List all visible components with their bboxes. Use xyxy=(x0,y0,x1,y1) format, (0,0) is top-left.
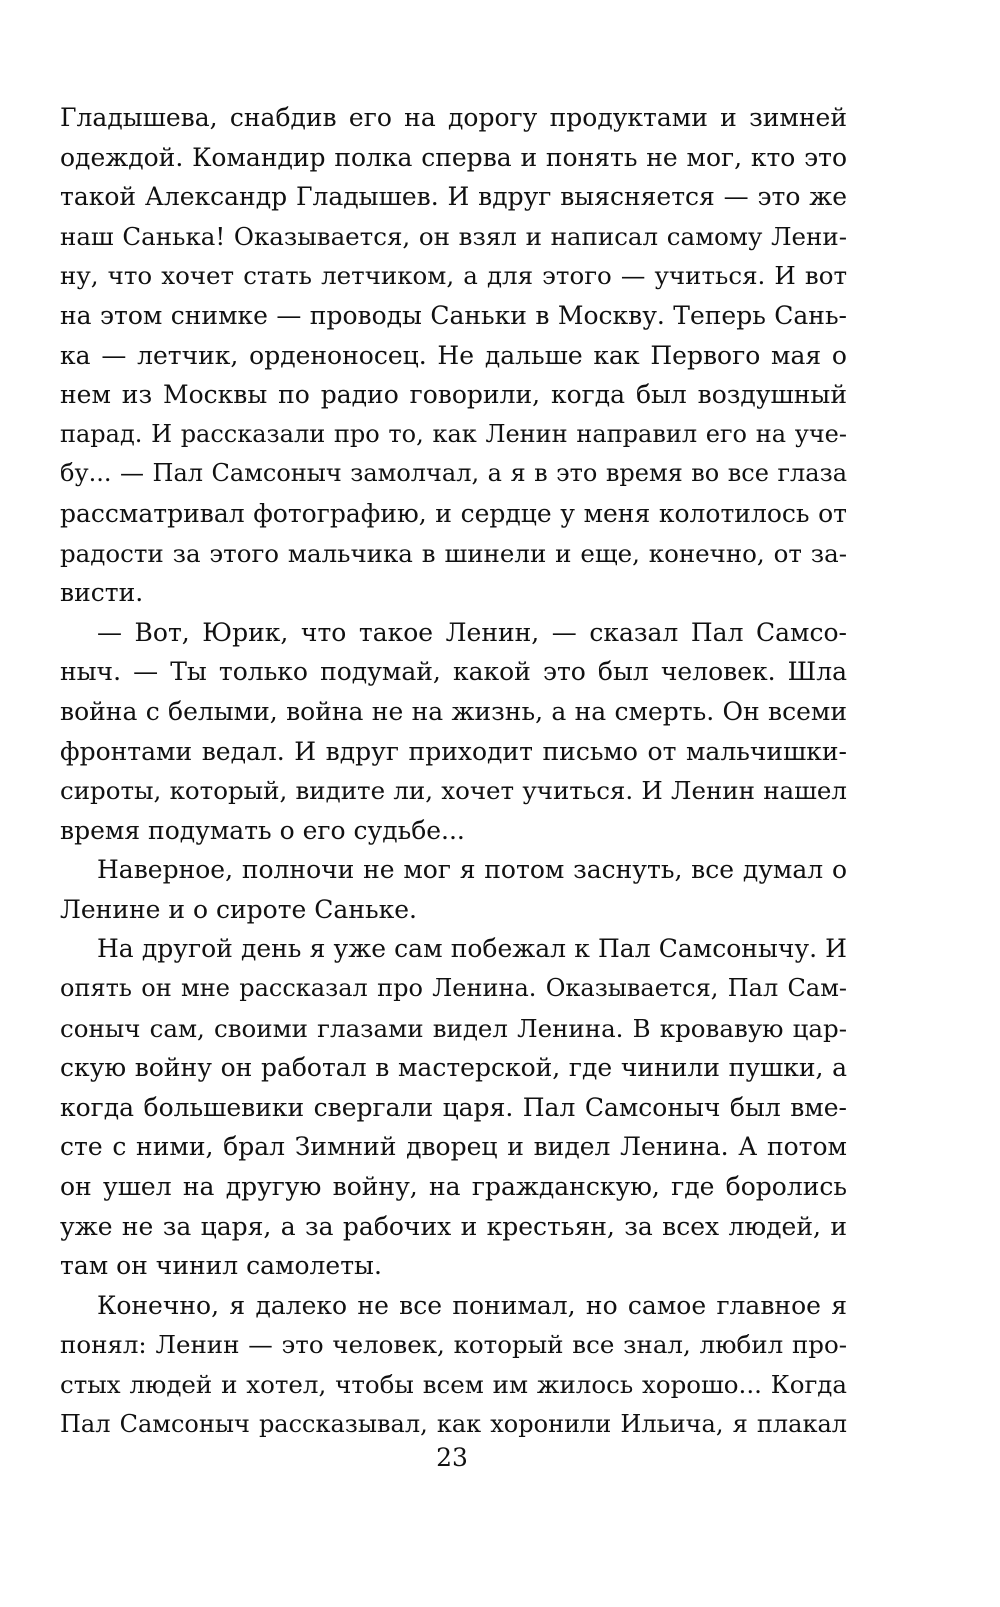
text-line: стых людей и хотел, чтобы всем им жилось хорошо... Когда xyxy=(60,1370,847,1399)
text-line: уже не за царя, а за рабочих и крестьян, за всех людей, и xyxy=(60,1211,847,1241)
text-line: скую войну он работал в мастерской, где чинили пушки, а xyxy=(60,1053,847,1083)
text-line: ныч. — Ты только подумай, какой это был человек. Шла xyxy=(60,657,847,687)
paragraph xyxy=(60,850,847,929)
text-line: радости за этого мальчика в шинели и еще, конечно, от за- xyxy=(60,538,847,568)
text-line: понял: Ленин — это человек, который все знал, любил про- xyxy=(60,1330,847,1360)
text-line: ну, что хочет стать летчиком, а для этого — учиться. И вот xyxy=(60,261,847,291)
text-line: Гладышева, снабдив его на дорогу продуктами и зимней xyxy=(60,103,847,132)
text-line: война с белыми, война не на жизнь, а на смерть. Он всеми xyxy=(60,696,847,726)
text-column xyxy=(60,98,847,1444)
text-line: ка — летчик, орденоносец. Не дальше как Первого мая о xyxy=(60,340,847,370)
text-line: сте с ними, брал Зимний дворец и видел Ленина. А потом xyxy=(60,1132,847,1162)
text-line: такой Александр Гладышев. И вдруг выясняется — это же xyxy=(60,182,847,212)
paragraph xyxy=(60,613,847,851)
text-line: бу... — Пал Самсоныч замолчал, а я в это время во все глаза xyxy=(60,459,847,488)
text-line: Наверное, полночи не мог я потом заснуть, все думал о xyxy=(97,855,847,885)
text-line: опять он мне рассказал про Ленина. Оказывается, Пал Сам- xyxy=(60,974,847,1003)
text-line: Пал Самсоныч рассказывал, как хоронили Ильича, я плакал xyxy=(60,1409,847,1438)
text-line: Ленине и о сироте Саньке. xyxy=(60,894,417,924)
page-number: 23 xyxy=(436,1443,468,1472)
paragraph xyxy=(60,929,847,1285)
text-line: фронтами ведал. И вдруг приходит письмо от мальчишки- xyxy=(60,736,847,766)
text-line: Конечно, я далеко не все понимал, но самое главное я xyxy=(97,1290,847,1320)
text-line: висти. xyxy=(60,578,144,608)
text-line: он ушел на другую войну, на гражданскую, где боролись xyxy=(60,1172,847,1202)
text-line: время подумать о его судьбе... xyxy=(60,815,465,845)
text-line: рассматривал фотографию, и сердце у меня колотилось от xyxy=(60,498,847,528)
page-body xyxy=(60,98,847,1444)
text-line: На другой день я уже сам побежал к Пал Самсонычу. И xyxy=(97,934,847,964)
text-line: нем из Москвы по радио говорили, когда был воздушный xyxy=(60,380,847,410)
text-line: наш Санька! Оказывается, он взял и написал самому Лени- xyxy=(60,221,847,251)
text-line: когда большевики свергали царя. Пал Самсоныч был вме- xyxy=(60,1092,847,1122)
paragraph xyxy=(60,98,847,613)
text-line: парад. И рассказали про то, как Ленин направил его на уче- xyxy=(60,419,847,448)
text-line: соныч сам, своими глазами видел Ленина. В кровавую цар- xyxy=(60,1013,847,1043)
text-line: на этом снимке — проводы Саньки в Москву. Теперь Сань- xyxy=(60,300,847,330)
text-line: одеждой. Командир полка сперва и понять не мог, кто это xyxy=(60,142,847,172)
text-line: сироты, который, видите ли, хочет учиться. И Ленин нашел xyxy=(60,776,847,806)
text-line: там он чинил самолеты. xyxy=(60,1251,382,1281)
paragraph xyxy=(60,1286,847,1444)
text-line: — Вот, Юрик, что такое Ленин, — сказал Пал Самсо- xyxy=(97,617,847,647)
